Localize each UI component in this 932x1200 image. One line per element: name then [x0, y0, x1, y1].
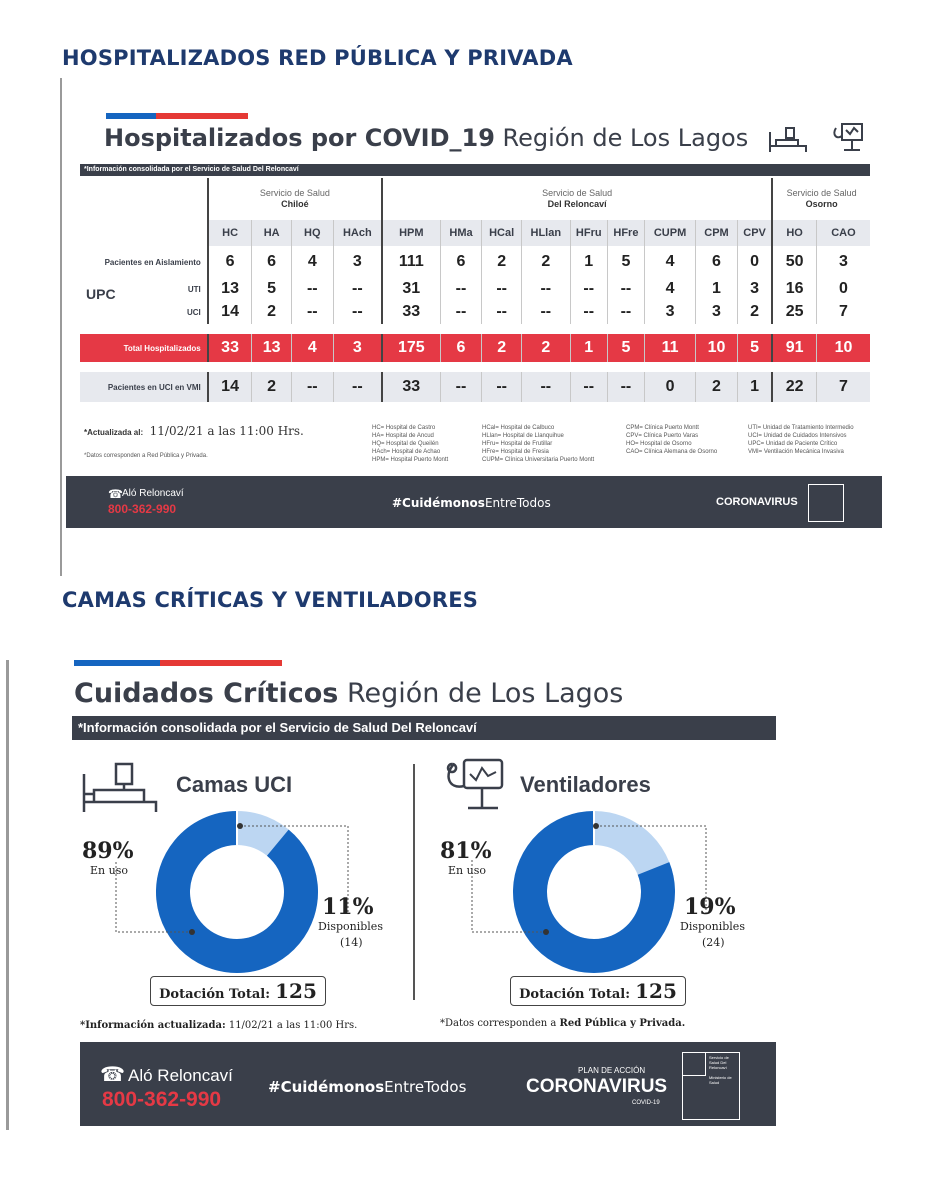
leader-lines [466, 820, 716, 940]
table-cell: -- [607, 300, 644, 324]
legend-item: UCI= Unidad de Cuidados Intensivos [748, 433, 847, 439]
hospital-bed-icon [80, 760, 160, 816]
table-cell: -- [333, 278, 382, 300]
uci-avail-count: (14) [340, 936, 363, 949]
legend-item: HQ= Hospital de Queilén [372, 441, 439, 447]
table-cell: 0 [644, 372, 695, 402]
row-vmi [80, 372, 870, 402]
table-cell: -- [291, 278, 333, 300]
table-cell: -- [607, 372, 644, 402]
col-header: HA [252, 220, 291, 246]
hashtag: #CuidémonosEntreTodos [392, 496, 551, 510]
table-cell: 5 [737, 334, 772, 362]
gov-logo-text [709, 1055, 732, 1085]
critical-title: Cuidados Críticos Región de Los Lagos [74, 678, 624, 709]
table-cell: 31 [382, 278, 440, 300]
legend-item: HO= Hospital de Osorno [626, 441, 692, 447]
coronavirus-logo: CORONAVIRUS [526, 1076, 668, 1097]
row-label: Total Hospitalizados [80, 334, 208, 362]
table-cell: 13 [208, 278, 252, 300]
legend-item: HPM= Hospital Puerto Montt [372, 457, 449, 463]
vent-avail-count: (24) [702, 936, 725, 949]
ventilator-icon [832, 122, 868, 156]
vent-in-use-pct: 81% [440, 838, 492, 864]
table-cell: -- [570, 372, 607, 402]
table-cell: 6 [208, 246, 252, 278]
col-header: HCal [482, 220, 521, 246]
table-cell: 4 [291, 334, 333, 362]
alo-label: Aló Reloncaví [122, 488, 184, 499]
table-cell: 6 [252, 246, 291, 278]
gov-logo [808, 484, 844, 522]
critical-note-left: *Información actualizada: 11/02/21 a las 11:00 Hrs. [80, 1020, 358, 1031]
table-cell: 1 [570, 246, 607, 278]
table-cell: 1 [737, 372, 772, 402]
row-label: UPC UTI [86, 284, 201, 300]
table-cell: 2 [252, 372, 291, 402]
table-cell: -- [440, 278, 482, 300]
legend-item: Salud [709, 1080, 720, 1085]
row-uci [80, 300, 870, 324]
legend-item: UTI= Unidad de Tratamiento Intermedio [748, 425, 854, 431]
col-header: HQ [291, 220, 333, 246]
table-cell: 2 [521, 246, 570, 278]
table-cell: 6 [696, 246, 738, 278]
alo-label: Aló Reloncaví [128, 1066, 233, 1085]
legend-col-4 [748, 424, 870, 456]
table-cell: 4 [644, 278, 695, 300]
legend-item: Reloncaví [709, 1065, 727, 1070]
table-cell: 111 [382, 246, 440, 278]
coronavirus-logo: CORONAVIRUS [716, 496, 798, 508]
legend-item: CPV= Clínica Puerto Varas [626, 433, 699, 439]
ventilator-icon [442, 756, 512, 818]
table-cell: -- [333, 372, 382, 402]
table-cell: 5 [607, 246, 644, 278]
table-cell: 25 [772, 300, 816, 324]
table-cell: 2 [482, 246, 521, 278]
section-divider [60, 78, 62, 576]
uci-in-use-pct: 89% [82, 838, 134, 864]
table-cell: 0 [816, 278, 870, 300]
row-label: UCI [186, 307, 201, 317]
phone-number: 800-362-990 [108, 502, 177, 516]
flag-stripe [74, 660, 282, 666]
row-aislamiento [80, 246, 870, 278]
table-cell: 175 [382, 334, 440, 362]
col-header: HMa [440, 220, 482, 246]
vent-total-box: Dotación Total: 125 [510, 976, 686, 1006]
table-cell: 5 [607, 334, 644, 362]
table-cell: 0 [737, 246, 772, 278]
table-cell: 7 [816, 372, 870, 402]
legend-col-1 [372, 424, 482, 464]
table-cell: 2 [737, 300, 772, 324]
legend-item: HFru= Hospital de Frutillar [482, 441, 553, 447]
col-header: HAch [333, 220, 382, 246]
col-header: HC [208, 220, 252, 246]
table-cell: 3 [333, 246, 382, 278]
table-cell: 7 [816, 300, 870, 324]
hosp-updated: *Actualizada al: 11/02/21 a las 11:00 Hrs. [84, 424, 304, 438]
table-cell: 2 [252, 300, 291, 324]
legend-col-3 [626, 424, 746, 456]
table-cell: 11 [644, 334, 695, 362]
legend-item: HFre= Hospital de Fresia [482, 449, 549, 455]
table-cell: 50 [772, 246, 816, 278]
table-cell: 3 [644, 300, 695, 324]
panel-divider [413, 764, 415, 1000]
upc-label: UPC [86, 286, 116, 300]
col-header: CUPM [644, 220, 695, 246]
col-header: HFru [570, 220, 607, 246]
hosp-title: Hospitalizados por COVID_19 Región de Los Lagos [104, 124, 749, 152]
uci-avail-label: Disponibles [318, 920, 383, 933]
flag-stripe [106, 113, 248, 119]
col-header: CAO [816, 220, 870, 246]
legend-item: Servicio de [709, 1055, 729, 1060]
legend-item: CUPM= Clínica Universitaria Puerto Montt [482, 457, 595, 463]
camas-uci-label: Camas UCI [176, 772, 293, 797]
row-uti [80, 278, 870, 300]
table-cell: -- [570, 300, 607, 324]
table-cell: 5 [252, 278, 291, 300]
table-cell: -- [440, 300, 482, 324]
legend-item: HC= Hospital de Castro [372, 425, 436, 431]
table-cell: 6 [440, 246, 482, 278]
table-cell: 2 [521, 334, 570, 362]
table-cell: 1 [570, 334, 607, 362]
table-cell: 16 [772, 278, 816, 300]
table-cell: -- [482, 278, 521, 300]
hosp-footer [66, 476, 882, 528]
phone-icon: ☎ [108, 487, 123, 501]
table-cell: 4 [291, 246, 333, 278]
col-header: HFre [607, 220, 644, 246]
table-cell: 14 [208, 300, 252, 324]
vent-avail-label: Disponibles [680, 920, 745, 933]
col-header: CPV [737, 220, 772, 246]
col-header: HO [772, 220, 816, 246]
legend-item: CPM= Clínica Puerto Montt [626, 425, 699, 431]
critical-info-bar: *Información consolidada por el Servicio de Salud Del Reloncaví [72, 716, 776, 740]
table-cell: -- [482, 300, 521, 324]
legend-item: CAO= Clínica Alemana de Osorno [626, 449, 718, 455]
col-header: CPM [696, 220, 738, 246]
hosp-info-bar: *Información consolidada por el Servicio de Salud Del Reloncaví [80, 164, 870, 176]
legend-item: Ministerio de [709, 1075, 732, 1080]
covid-label: COVID-19 [632, 1100, 660, 1106]
vent-avail-pct: 19% [684, 894, 736, 920]
uci-avail-pct: 11% [322, 894, 374, 920]
table-cell: -- [521, 372, 570, 402]
legend-item: UPC= Unidad de Paciente Crítico [748, 441, 838, 447]
table-cell: 2 [696, 372, 738, 402]
table-cell: -- [521, 278, 570, 300]
group-reloncavi: Servicio de Salud Del Reloncaví [382, 178, 772, 220]
hosp-data-note: *Datos corresponden a Red Pública y Privada. [84, 453, 208, 459]
group-chiloe: Servicio de Salud Chiloé [208, 178, 382, 220]
uci-total-box: Dotación Total: 125 [150, 976, 326, 1006]
table-cell: 13 [252, 334, 291, 362]
table-cell: 14 [208, 372, 252, 402]
table-cell: -- [482, 372, 521, 402]
table-cell: -- [291, 300, 333, 324]
row-label: Pacientes en UCI en VMI [80, 372, 208, 402]
table-cell: 3 [696, 300, 738, 324]
table-cell: -- [607, 278, 644, 300]
critical-note-right: *Datos corresponden a Red Pública y Privada. [440, 1018, 686, 1029]
table-cell: 4 [644, 246, 695, 278]
ventiladores-label: Ventiladores [520, 772, 651, 797]
row-total [80, 334, 870, 362]
hospital-bed-icon [768, 124, 808, 156]
table-cell: 33 [382, 372, 440, 402]
legend-item: HCal= Hospital de Calbuco [482, 425, 555, 431]
table-cell: 10 [696, 334, 738, 362]
legend-item: HA= Hospital de Ancud [372, 433, 434, 439]
table-cell: 1 [696, 278, 738, 300]
section-divider [6, 660, 9, 1130]
table-cell: 3 [333, 334, 382, 362]
table-cell: 91 [772, 334, 816, 362]
table-cell: 22 [772, 372, 816, 402]
table-cell: -- [440, 372, 482, 402]
legend-item: Salud Del [709, 1060, 727, 1065]
gov-logo [682, 1052, 740, 1120]
table-cell: -- [333, 300, 382, 324]
legend-item: HAch= Hospital de Achao [372, 449, 441, 455]
col-header: HLlan [521, 220, 570, 246]
table-cell: 3 [737, 278, 772, 300]
table-cell: 33 [382, 300, 440, 324]
legend-col-2 [482, 424, 622, 464]
section-title-hospitalizados: HOSPITALIZADOS RED PÚBLICA Y PRIVADA [62, 46, 573, 70]
hashtag: #CuidémonosEntreTodos [268, 1078, 467, 1096]
table-cell: 2 [482, 334, 521, 362]
row-label: Pacientes en Aislamiento [104, 257, 201, 267]
phone-number: 800-362-990 [102, 1088, 222, 1111]
section-title-criticas: CAMAS CRÍTICAS Y VENTILADORES [62, 588, 479, 612]
plan-label: PLAN DE ACCIÓN [578, 1066, 646, 1075]
hospitalized-table [80, 178, 870, 402]
group-osorno: Servicio de Salud Osorno [772, 178, 870, 220]
critical-footer [80, 1042, 776, 1126]
table-cell: -- [570, 278, 607, 300]
column-header-row [80, 220, 870, 246]
uci-in-use-label: En uso [90, 864, 128, 877]
phone-icon: ☎ [100, 1064, 125, 1086]
vent-in-use-label: En uso [448, 864, 486, 877]
table-cell: -- [291, 372, 333, 402]
legend-item: VMI= Ventilación Mecánica Invasiva [748, 449, 844, 455]
table-cell: 10 [816, 334, 870, 362]
table-cell: 33 [208, 334, 252, 362]
table-cell: -- [521, 300, 570, 324]
col-header: HPM [382, 220, 440, 246]
legend-item: HLlan= Hospital de Llanquihue [482, 433, 564, 439]
table-cell: 3 [816, 246, 870, 278]
table-cell: 6 [440, 334, 482, 362]
